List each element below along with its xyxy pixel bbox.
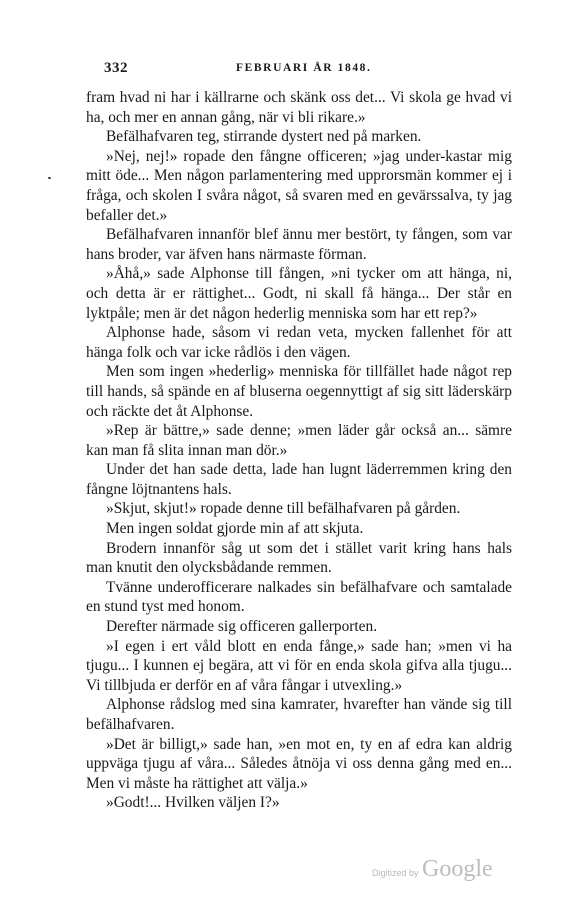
body-text [86, 88, 512, 813]
paragraph: »Nej, nej!» ropade den fångne officeren; »jag under-kastar mig mitt öde... Men någon parlamentering med upprorsmän kommer ej i fråga, och skolen I svåra något, så svaren med en gevärssalva, ty jag befaller det.» [86, 147, 512, 224]
page-header [104, 60, 514, 80]
paragraph: »Åhå,» sade Alphonse till fången, »ni tycker om att hänga, ni, och detta är er rättighet... Godt, ni skall få hänga... Der står en lyktpåle; men är det någon hederlig menniska som har ett rep?» [86, 265, 512, 322]
paragraph: Tvänne underofficerare nalkades sin befälhafvare och samtalade en stund tyst med honom. [86, 578, 512, 616]
paragraph: »Skjut, skjut!» ropade denne till befälhafvaren på gården. [106, 500, 461, 518]
paragraph: Derefter närmade sig officeren gallerporten. [106, 618, 378, 636]
running-head: FEBRUARI ÅR 1848. [236, 62, 372, 74]
page-number: 332 [104, 60, 128, 76]
paragraph: Under det han sade detta, lade han lugnt läderremmen kring den fångne löjtnantens hals. [86, 461, 512, 498]
paragraph: »Det är billigt,» sade han, »en mot en, ty en af edra kan aldrig uppväga tjugu af våra... Således åtnöja vi oss denna gång med en... Men vi måste ha rättighet att välja.» [86, 735, 512, 792]
paragraph: Alphonse hade, såsom vi redan veta, mycken fallenhet för att hänga folk och var icke rådlös i den vägen. [86, 324, 512, 361]
paragraph: Men ingen soldat gjorde min af att skjuta. [106, 520, 364, 538]
paragraph: Alphonse rådslog med sina kamrater, hvarefter han vände sig till befälhafvaren. [86, 696, 512, 733]
paragraph: Brodern innanför såg ut som det i stället varit kring hans hals man knutit den olycksbådande remmen. [86, 539, 512, 577]
paragraph: Befälhafvaren teg, stirrande dystert ned på marken. [106, 128, 422, 146]
digitized-by-label: Digitized by [372, 868, 419, 878]
paragraph: fram hvad ni har i källrarne och skänk oss det... Vi skola ge hvad vi ha, och mer en annan gång, när vi bli rikare.» [86, 89, 512, 126]
stray-ink-mark [48, 177, 51, 179]
paragraph: Men som ingen »hederlig» menniska för tillfället hade något rep till hands, så spände en af bluserna oegennyttigt af sig sitt läderskärp och räckte det åt Alphonse. [86, 363, 512, 420]
paragraph: »Rep är bättre,» sade denne; »men läder går också an... sämre kan man få slita innan man dör.» [86, 422, 512, 459]
paragraph: Befälhafvaren innanför blef ännu mer bestört, ty fången, som var hans broder, var äfven hans närmaste förman. [86, 226, 512, 263]
google-logo-text: Google [422, 856, 493, 882]
paragraph: »I egen i ert våld blott en enda fånge,» sade han; »men vi ha tjugu... I kunnen ej begära, att vi för en enda skola gifva alla tjugu... Vi tillbjuda er derför en af våra fångar i utvexling.» [86, 637, 512, 694]
paragraph: »Godt!... Hvilken väljen I?» [106, 794, 280, 812]
